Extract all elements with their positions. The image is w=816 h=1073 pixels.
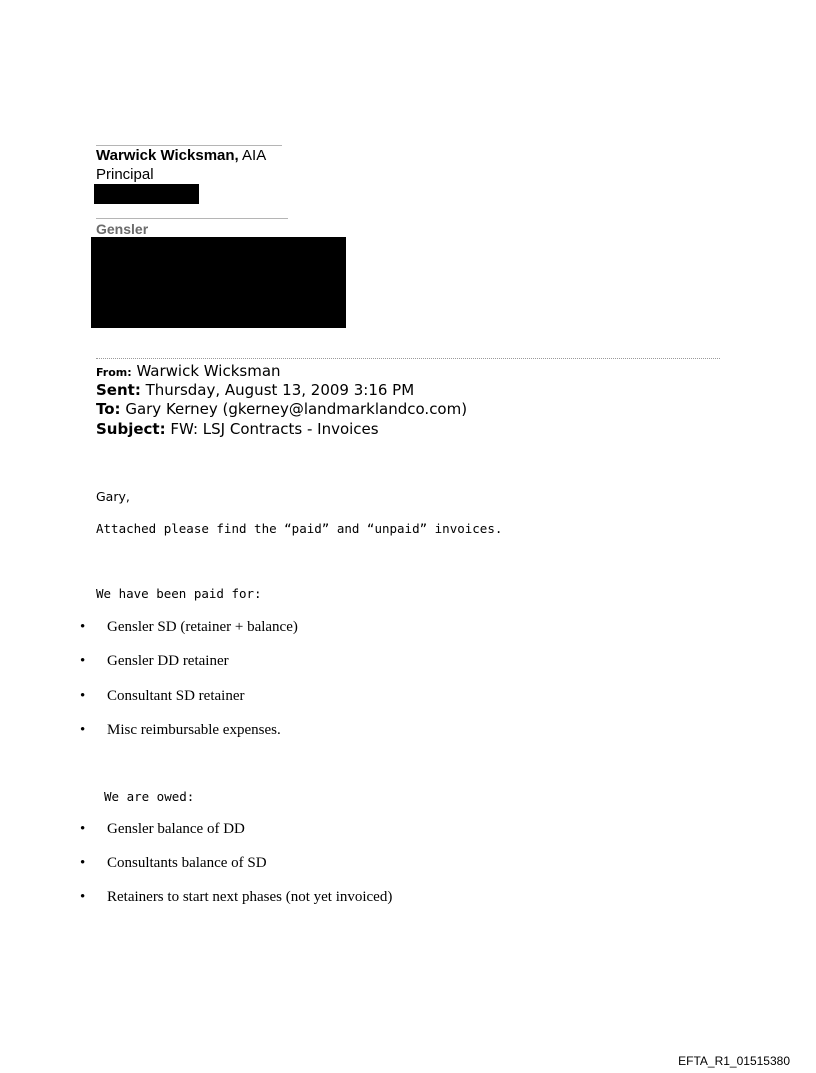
list-item: • Gensler DD retainer — [80, 653, 229, 669]
greeting: Gary, — [96, 489, 130, 504]
signature-company: Gensler — [96, 221, 149, 237]
sent-label: Sent: — [96, 381, 141, 399]
bullet-icon: • — [80, 653, 86, 669]
list-item: • Gensler balance of DD — [80, 821, 245, 837]
subject-label: Subject: — [96, 420, 166, 438]
bullet-icon: • — [80, 855, 86, 871]
list-item: • Consultant SD retainer — [80, 688, 245, 704]
to-label: To: — [96, 400, 121, 418]
document-id: EFTA_R1_01515380 — [678, 1054, 790, 1068]
list-item: • Retainers to start next phases (not yet invoiced) — [80, 889, 393, 905]
bullet-icon: • — [80, 821, 86, 837]
header-divider — [96, 358, 720, 359]
from-value: Warwick Wicksman — [136, 362, 281, 380]
redaction-box — [91, 237, 346, 328]
owed-heading: We are owed: — [104, 789, 195, 804]
to-line — [96, 400, 467, 418]
from-line — [96, 362, 281, 380]
sent-value: Thursday, August 13, 2009 3:16 PM — [145, 381, 415, 399]
subject-line — [96, 420, 379, 438]
signature-top-rule — [96, 145, 282, 146]
bullet-icon: • — [80, 722, 86, 738]
redaction-box — [94, 184, 199, 204]
intro-line: Attached please find the “paid” and “unpaid” invoices. — [96, 521, 503, 536]
bullet-icon: • — [80, 889, 86, 905]
bullet-icon: • — [80, 688, 86, 704]
from-label: From: — [96, 366, 132, 379]
list-item: • Gensler SD (retainer + balance) — [80, 619, 298, 635]
sent-line — [96, 381, 414, 399]
bullet-icon: • — [80, 619, 86, 635]
signature-name: Warwick Wicksman, AIA — [96, 147, 267, 164]
to-value: Gary Kerney (gkerney@landmarklandco.com) — [125, 400, 468, 418]
signature-title: Principal — [96, 166, 154, 183]
list-item: • Misc reimbursable expenses. — [80, 722, 281, 738]
signature-company-rule — [96, 218, 288, 219]
list-item: • Consultants balance of SD — [80, 855, 267, 871]
paid-heading: We have been paid for: — [96, 586, 262, 601]
subject-value: FW: LSJ Contracts - Invoices — [170, 420, 379, 438]
